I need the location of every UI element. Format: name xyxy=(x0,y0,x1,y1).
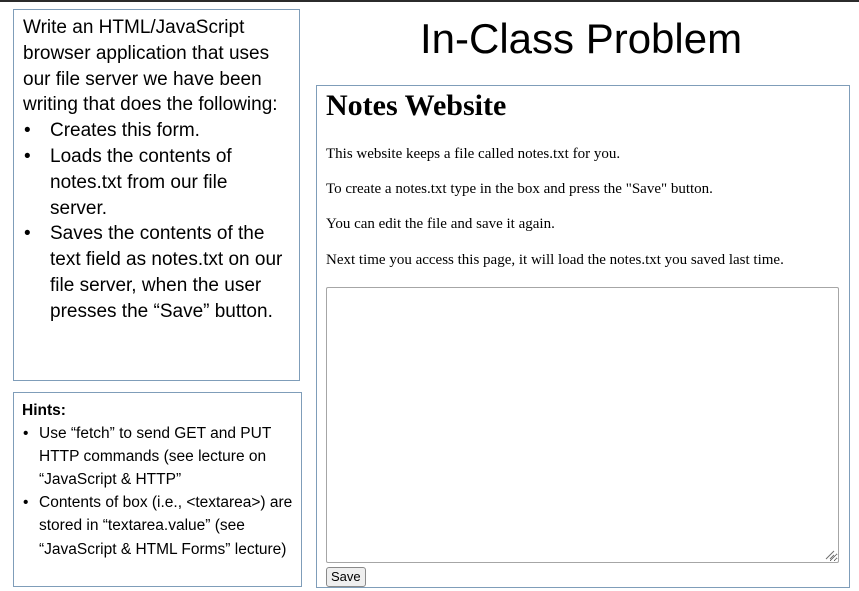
task-intro: Write an HTML/JavaScript browser application that uses our file server we have been writing that does the following: xyxy=(23,17,278,116)
hints-title: Hints: xyxy=(22,402,66,419)
description-paragraph: To create a notes.txt type in the box and press the "Save" button. xyxy=(326,181,713,197)
task-description-box xyxy=(13,9,300,381)
top-border xyxy=(0,0,859,2)
hints-box xyxy=(13,392,302,587)
task-list xyxy=(23,118,289,324)
task-item: • Creates this form. xyxy=(23,118,289,144)
hint-item: • Use “fetch” to send GET and PUT HTTP commands (see lecture on “JavaScript & HTTP” xyxy=(22,422,295,491)
notes-textarea[interactable] xyxy=(326,287,839,563)
save-button[interactable]: Save xyxy=(326,567,366,587)
description-paragraph: This website keeps a file called notes.txt for you. xyxy=(326,146,621,162)
notes-website-frame xyxy=(316,85,850,588)
task-item: • Saves the contents of the text field as notes.txt on our file server, when the user presses the “Save” button. xyxy=(23,221,289,324)
task-item: • Loads the contents of notes.txt from our file server. xyxy=(23,144,289,221)
description-paragraph: Next time you access this page, it will load the notes.txt you saved last time. xyxy=(326,252,784,268)
slide-title: In-Class Problem xyxy=(420,15,743,62)
hints-list xyxy=(22,422,295,561)
description-paragraph: You can edit the file and save it again. xyxy=(326,216,555,232)
hint-item: • Contents of box (i.e., <textarea>) are stored in “textarea.value” (see “JavaScript & HTML Forms” lecture) xyxy=(22,491,295,560)
page-heading: Notes Website xyxy=(326,89,507,122)
